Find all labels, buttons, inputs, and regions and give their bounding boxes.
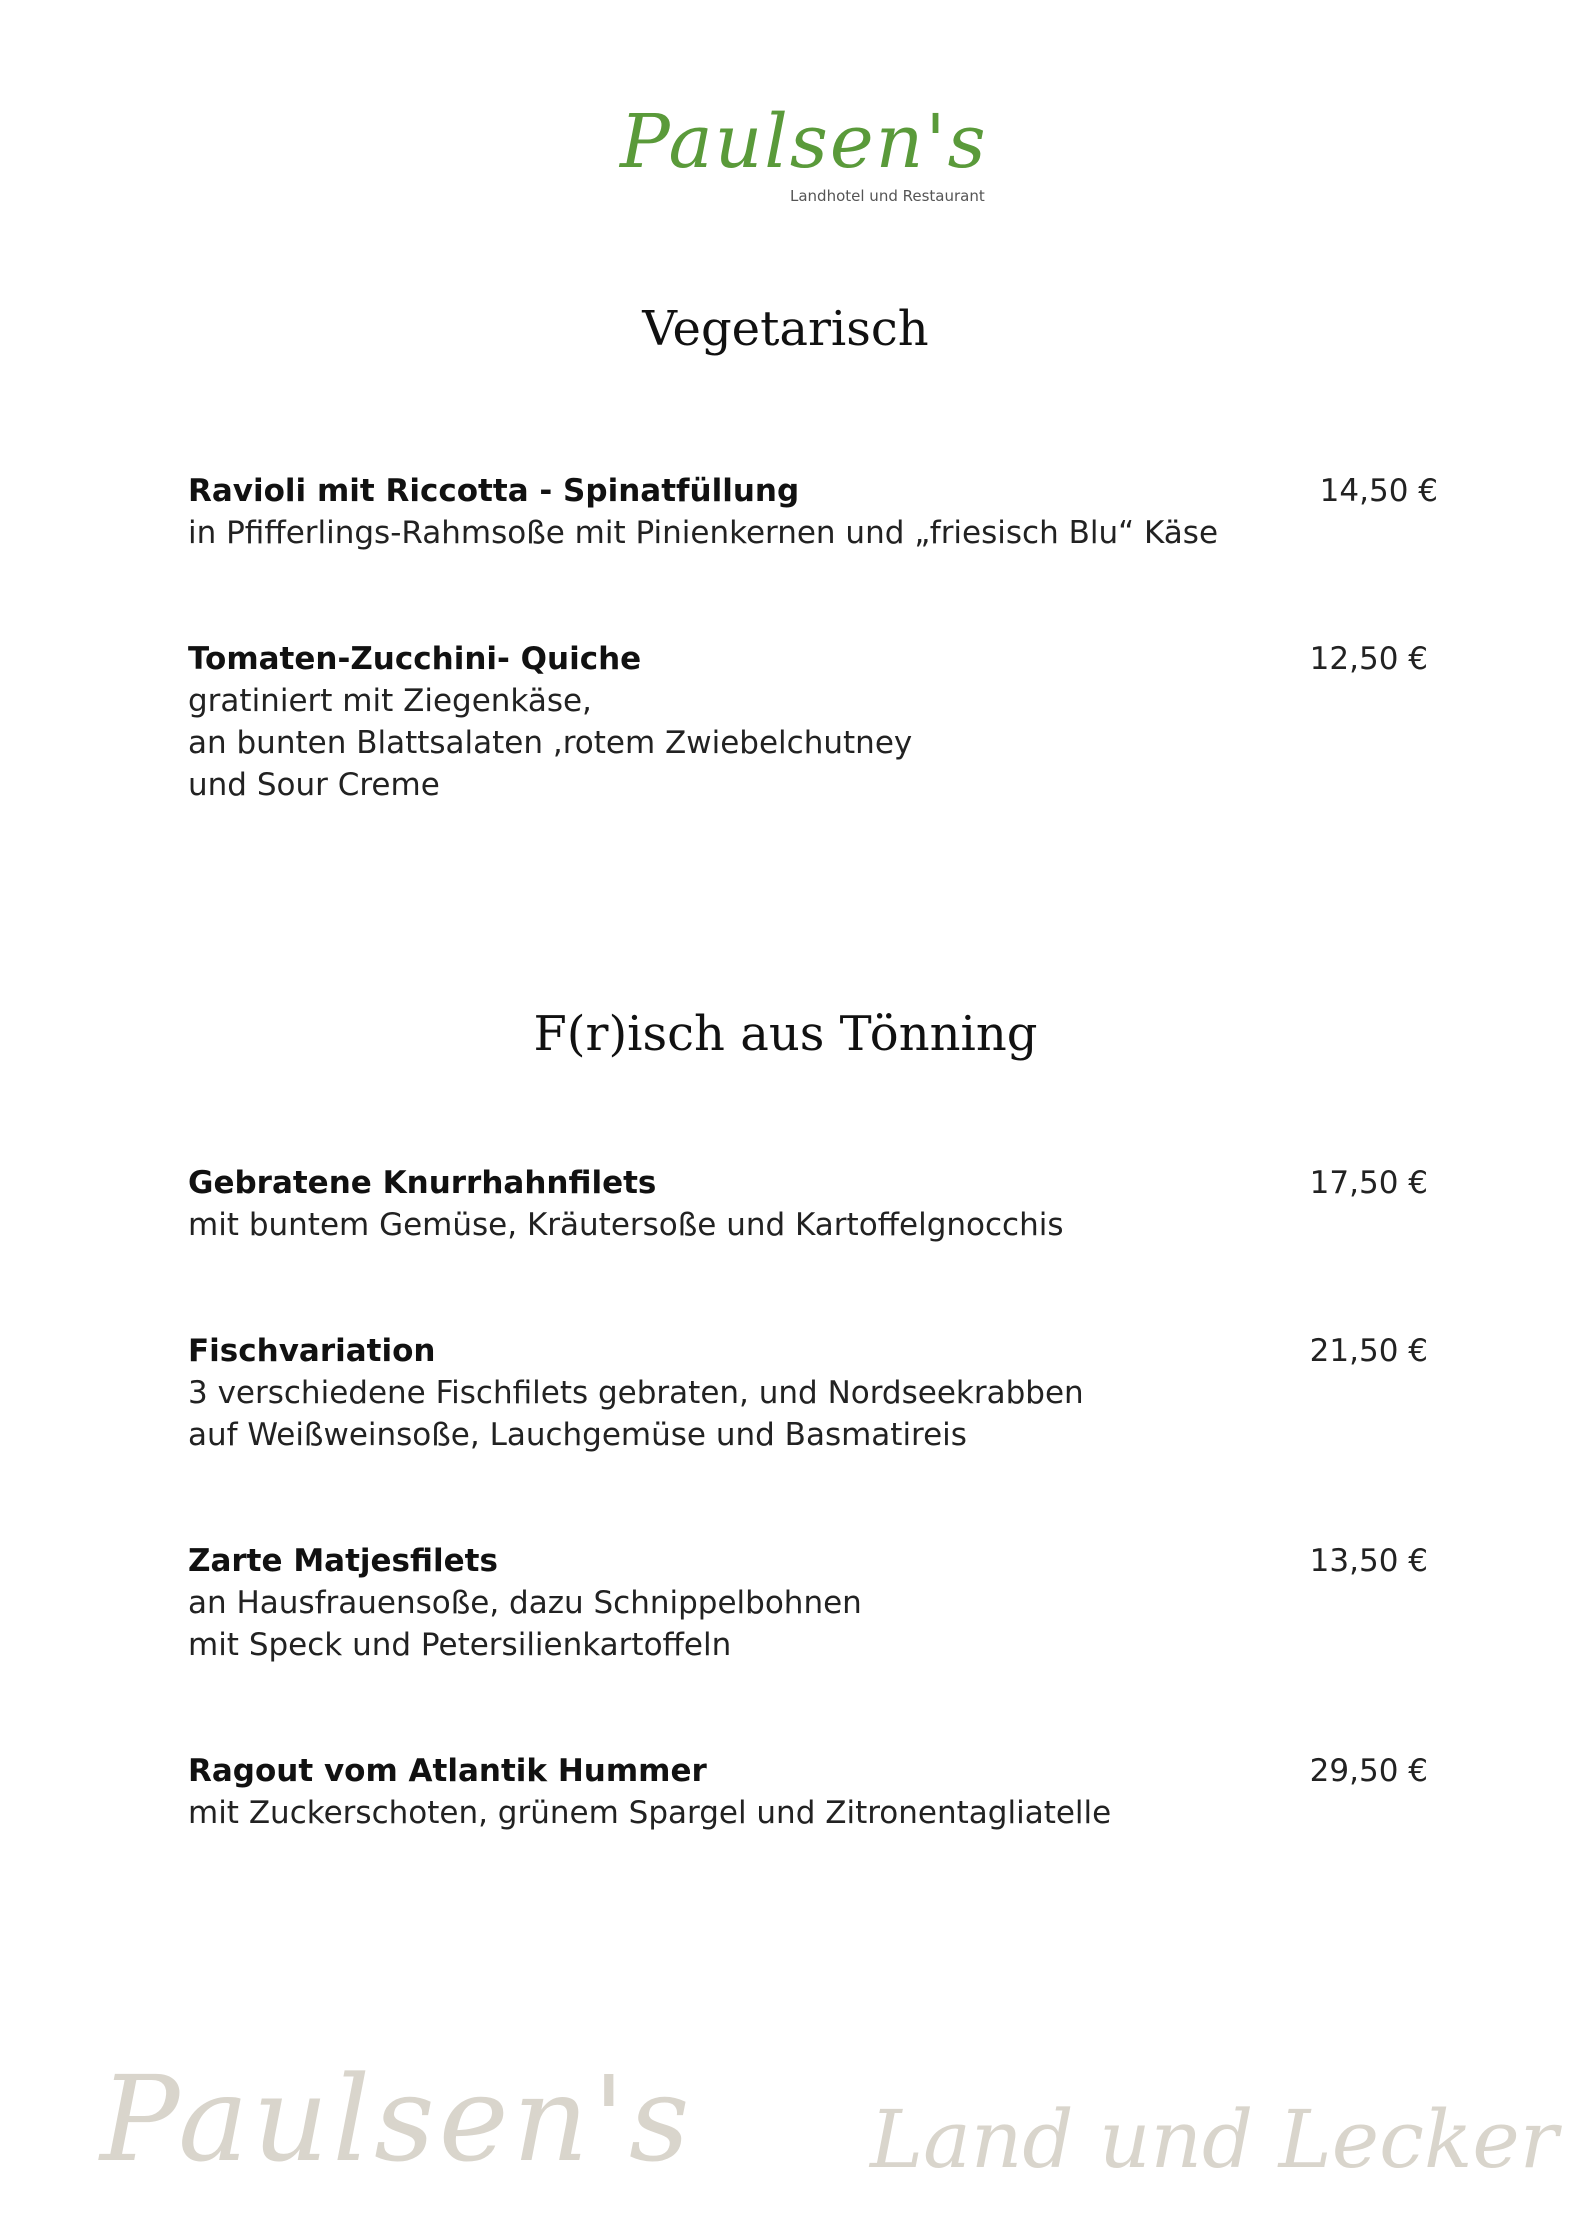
logo-tagline: Landhotel und Restaurant (790, 187, 985, 205)
item-name: Tomaten-Zucchini- Quiche (188, 641, 642, 677)
item-name: Zarte Matjesfilets (188, 1543, 498, 1579)
menu-item (188, 1330, 1438, 1456)
item-price: 14,50 € (1319, 473, 1438, 509)
item-name: Fischvariation (188, 1333, 436, 1369)
item-price: 12,50 € (1309, 641, 1428, 677)
item-price: 17,50 € (1309, 1165, 1428, 1201)
item-description: mit buntem Gemüse, Kräutersoße und Kartoffelgnocchis (188, 1207, 1064, 1243)
section-title-vegetarisch: Vegetarisch (642, 301, 929, 357)
item-price: 13,50 € (1309, 1543, 1428, 1579)
menu-item (188, 638, 1438, 806)
item-description: an Hausfrauensoße, dazu Schnippelbohnen mit Speck und Petersilienkartoffeln (188, 1585, 862, 1663)
item-name: Gebratene Knurrhahnfilets (188, 1165, 657, 1201)
menu-item (188, 470, 1438, 554)
item-description: in Pfifferlings-Rahmsoße mit Pinienkernen und „friesisch Blu“ Käse (188, 515, 1219, 551)
item-description: gratiniert mit Ziegenkäse, an bunten Blattsalaten ,rotem Zwiebelchutney und Sour Creme (188, 683, 913, 803)
footer-brand: Paulsen's (100, 2050, 694, 2188)
menu-item (188, 1750, 1438, 1834)
item-name: Ravioli mit Riccotta - Spinatfüllung (188, 473, 800, 509)
logo (620, 99, 1020, 215)
menu-item (188, 1162, 1438, 1246)
item-price: 21,50 € (1309, 1333, 1428, 1369)
menu-item (188, 1540, 1438, 1666)
item-price: 29,50 € (1309, 1753, 1428, 1789)
item-name: Ragout vom Atlantik Hummer (188, 1753, 707, 1789)
logo-script: Paulsen's (620, 99, 988, 185)
item-description: 3 verschiedene Fischfilets gebraten, und Nordseekrabben auf Weißweinsoße, Lauchgemüse und Basmatireis (188, 1375, 1084, 1453)
footer-tagline: Land und Lecker (870, 2093, 1559, 2186)
item-description: mit Zuckerschoten, grünem Spargel und Zitronentagliatelle (188, 1795, 1112, 1831)
footer-watermark (100, 2050, 1559, 2190)
section-title-fisch: F(r)isch aus Tönning (533, 1006, 1038, 1062)
